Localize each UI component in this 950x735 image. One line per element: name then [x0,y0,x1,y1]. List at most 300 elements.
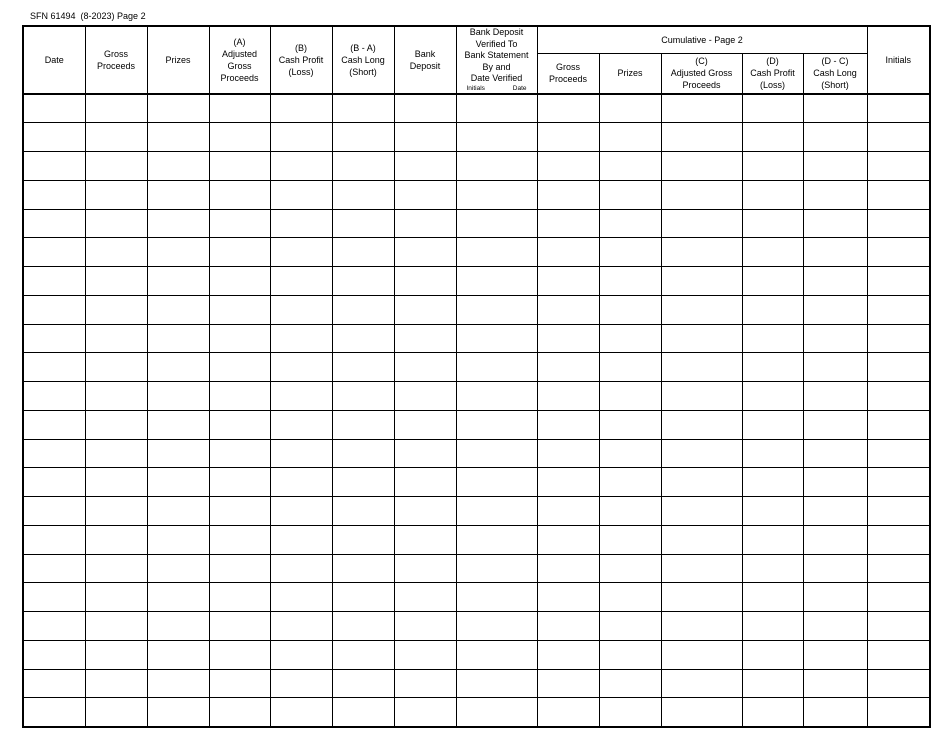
bank-verified-cell[interactable] [456,209,537,238]
cum-adjusted-gross-cell[interactable] [661,525,742,554]
cum-cash-profit-cell[interactable] [742,525,803,554]
cum-cash-long-short-cell[interactable] [803,267,867,296]
gross-proceeds-cell[interactable] [85,152,147,181]
gross-proceeds-cell[interactable] [85,698,147,727]
date-cell[interactable] [23,497,85,526]
bank-deposit-cell[interactable] [394,295,456,324]
cash-long-short-cell[interactable] [332,180,394,209]
cum-cash-long-short-cell[interactable] [803,698,867,727]
date-cell[interactable] [23,554,85,583]
bank-verified-cell[interactable] [456,698,537,727]
adjusted-gross-cell[interactable] [209,497,270,526]
initials-cell[interactable] [867,525,930,554]
cum-gross-proceeds-cell[interactable] [537,209,599,238]
bank-verified-cell[interactable] [456,439,537,468]
cum-adjusted-gross-cell[interactable] [661,94,742,123]
cum-cash-profit-cell[interactable] [742,468,803,497]
bank-deposit-cell[interactable] [394,640,456,669]
adjusted-gross-cell[interactable] [209,94,270,123]
cum-adjusted-gross-cell[interactable] [661,583,742,612]
bank-deposit-cell[interactable] [394,525,456,554]
cum-cash-long-short-cell[interactable] [803,640,867,669]
bank-verified-cell[interactable] [456,353,537,382]
bank-verified-cell[interactable] [456,123,537,152]
cum-cash-profit-cell[interactable] [742,180,803,209]
initials-cell[interactable] [867,554,930,583]
cum-gross-proceeds-cell[interactable] [537,180,599,209]
bank-deposit-cell[interactable] [394,267,456,296]
bank-verified-cell[interactable] [456,410,537,439]
cum-cash-profit-cell[interactable] [742,353,803,382]
bank-deposit-cell[interactable] [394,353,456,382]
adjusted-gross-cell[interactable] [209,209,270,238]
gross-proceeds-cell[interactable] [85,410,147,439]
bank-deposit-cell[interactable] [394,123,456,152]
cash-profit-cell[interactable] [270,324,332,353]
cash-profit-cell[interactable] [270,497,332,526]
cum-gross-proceeds-cell[interactable] [537,94,599,123]
cum-cash-profit-cell[interactable] [742,152,803,181]
prizes-cell[interactable] [147,583,209,612]
adjusted-gross-cell[interactable] [209,353,270,382]
gross-proceeds-cell[interactable] [85,324,147,353]
date-cell[interactable] [23,353,85,382]
initials-cell[interactable] [867,353,930,382]
cum-cash-long-short-cell[interactable] [803,468,867,497]
prizes-cell[interactable] [147,640,209,669]
bank-deposit-cell[interactable] [394,669,456,698]
initials-cell[interactable] [867,123,930,152]
gross-proceeds-cell[interactable] [85,612,147,641]
cash-long-short-cell[interactable] [332,554,394,583]
cum-cash-long-short-cell[interactable] [803,180,867,209]
cash-long-short-cell[interactable] [332,612,394,641]
adjusted-gross-cell[interactable] [209,525,270,554]
cum-adjusted-gross-cell[interactable] [661,152,742,181]
date-cell[interactable] [23,640,85,669]
bank-verified-cell[interactable] [456,525,537,554]
date-cell[interactable] [23,669,85,698]
cum-prizes-cell[interactable] [599,152,661,181]
cum-cash-long-short-cell[interactable] [803,554,867,583]
gross-proceeds-cell[interactable] [85,640,147,669]
cum-prizes-cell[interactable] [599,497,661,526]
adjusted-gross-cell[interactable] [209,583,270,612]
cash-profit-cell[interactable] [270,267,332,296]
adjusted-gross-cell[interactable] [209,410,270,439]
prizes-cell[interactable] [147,324,209,353]
cash-long-short-cell[interactable] [332,640,394,669]
cum-adjusted-gross-cell[interactable] [661,267,742,296]
cum-cash-profit-cell[interactable] [742,497,803,526]
adjusted-gross-cell[interactable] [209,267,270,296]
cum-adjusted-gross-cell[interactable] [661,238,742,267]
prizes-cell[interactable] [147,669,209,698]
bank-deposit-cell[interactable] [394,152,456,181]
cum-cash-long-short-cell[interactable] [803,123,867,152]
cum-gross-proceeds-cell[interactable] [537,238,599,267]
initials-cell[interactable] [867,669,930,698]
adjusted-gross-cell[interactable] [209,468,270,497]
adjusted-gross-cell[interactable] [209,698,270,727]
cash-long-short-cell[interactable] [332,324,394,353]
cash-profit-cell[interactable] [270,669,332,698]
cum-prizes-cell[interactable] [599,439,661,468]
cash-profit-cell[interactable] [270,123,332,152]
cum-gross-proceeds-cell[interactable] [537,612,599,641]
bank-deposit-cell[interactable] [394,439,456,468]
cum-cash-long-short-cell[interactable] [803,525,867,554]
cum-gross-proceeds-cell[interactable] [537,410,599,439]
cash-profit-cell[interactable] [270,583,332,612]
bank-verified-cell[interactable] [456,324,537,353]
gross-proceeds-cell[interactable] [85,669,147,698]
gross-proceeds-cell[interactable] [85,382,147,411]
cum-cash-long-short-cell[interactable] [803,94,867,123]
prizes-cell[interactable] [147,554,209,583]
gross-proceeds-cell[interactable] [85,353,147,382]
cash-long-short-cell[interactable] [332,583,394,612]
cash-long-short-cell[interactable] [332,238,394,267]
cum-cash-long-short-cell[interactable] [803,583,867,612]
bank-deposit-cell[interactable] [394,497,456,526]
cash-profit-cell[interactable] [270,94,332,123]
prizes-cell[interactable] [147,525,209,554]
cash-profit-cell[interactable] [270,554,332,583]
cum-cash-long-short-cell[interactable] [803,669,867,698]
cum-prizes-cell[interactable] [599,123,661,152]
cum-adjusted-gross-cell[interactable] [661,324,742,353]
cum-cash-long-short-cell[interactable] [803,439,867,468]
cum-cash-profit-cell[interactable] [742,238,803,267]
bank-verified-cell[interactable] [456,640,537,669]
initials-cell[interactable] [867,152,930,181]
prizes-cell[interactable] [147,180,209,209]
cum-cash-profit-cell[interactable] [742,267,803,296]
cash-profit-cell[interactable] [270,410,332,439]
cum-gross-proceeds-cell[interactable] [537,669,599,698]
cash-profit-cell[interactable] [270,640,332,669]
cash-profit-cell[interactable] [270,180,332,209]
adjusted-gross-cell[interactable] [209,612,270,641]
prizes-cell[interactable] [147,353,209,382]
prizes-cell[interactable] [147,468,209,497]
cum-adjusted-gross-cell[interactable] [661,353,742,382]
prizes-cell[interactable] [147,238,209,267]
gross-proceeds-cell[interactable] [85,468,147,497]
cash-long-short-cell[interactable] [332,152,394,181]
cash-profit-cell[interactable] [270,382,332,411]
cum-adjusted-gross-cell[interactable] [661,295,742,324]
gross-proceeds-cell[interactable] [85,180,147,209]
date-cell[interactable] [23,612,85,641]
date-cell[interactable] [23,123,85,152]
cum-cash-profit-cell[interactable] [742,698,803,727]
initials-cell[interactable] [867,324,930,353]
prizes-cell[interactable] [147,267,209,296]
cum-prizes-cell[interactable] [599,382,661,411]
date-cell[interactable] [23,238,85,267]
bank-deposit-cell[interactable] [394,238,456,267]
cash-long-short-cell[interactable] [332,94,394,123]
prizes-cell[interactable] [147,382,209,411]
date-cell[interactable] [23,698,85,727]
cum-gross-proceeds-cell[interactable] [537,382,599,411]
prizes-cell[interactable] [147,612,209,641]
cum-adjusted-gross-cell[interactable] [661,698,742,727]
gross-proceeds-cell[interactable] [85,209,147,238]
cum-prizes-cell[interactable] [599,410,661,439]
initials-cell[interactable] [867,410,930,439]
adjusted-gross-cell[interactable] [209,152,270,181]
date-cell[interactable] [23,525,85,554]
cum-gross-proceeds-cell[interactable] [537,123,599,152]
cum-cash-profit-cell[interactable] [742,439,803,468]
initials-cell[interactable] [867,180,930,209]
cum-prizes-cell[interactable] [599,180,661,209]
cum-prizes-cell[interactable] [599,612,661,641]
gross-proceeds-cell[interactable] [85,583,147,612]
cum-gross-proceeds-cell[interactable] [537,267,599,296]
cum-cash-profit-cell[interactable] [742,669,803,698]
cum-gross-proceeds-cell[interactable] [537,640,599,669]
cum-cash-long-short-cell[interactable] [803,497,867,526]
cum-adjusted-gross-cell[interactable] [661,123,742,152]
initials-cell[interactable] [867,612,930,641]
bank-deposit-cell[interactable] [394,180,456,209]
cash-profit-cell[interactable] [270,238,332,267]
cum-prizes-cell[interactable] [599,267,661,296]
cum-cash-long-short-cell[interactable] [803,612,867,641]
cum-prizes-cell[interactable] [599,238,661,267]
cum-adjusted-gross-cell[interactable] [661,669,742,698]
date-cell[interactable] [23,94,85,123]
cash-long-short-cell[interactable] [332,497,394,526]
date-cell[interactable] [23,410,85,439]
bank-verified-cell[interactable] [456,612,537,641]
cum-cash-profit-cell[interactable] [742,640,803,669]
cash-long-short-cell[interactable] [332,353,394,382]
cum-cash-profit-cell[interactable] [742,554,803,583]
bank-verified-cell[interactable] [456,468,537,497]
bank-deposit-cell[interactable] [394,324,456,353]
adjusted-gross-cell[interactable] [209,180,270,209]
bank-deposit-cell[interactable] [394,94,456,123]
adjusted-gross-cell[interactable] [209,295,270,324]
cum-prizes-cell[interactable] [599,554,661,583]
prizes-cell[interactable] [147,698,209,727]
bank-verified-cell[interactable] [456,295,537,324]
bank-verified-cell[interactable] [456,669,537,698]
cum-gross-proceeds-cell[interactable] [537,497,599,526]
cum-adjusted-gross-cell[interactable] [661,439,742,468]
initials-cell[interactable] [867,209,930,238]
cum-adjusted-gross-cell[interactable] [661,180,742,209]
gross-proceeds-cell[interactable] [85,123,147,152]
bank-deposit-cell[interactable] [394,468,456,497]
cum-gross-proceeds-cell[interactable] [537,353,599,382]
cum-gross-proceeds-cell[interactable] [537,525,599,554]
bank-deposit-cell[interactable] [394,583,456,612]
cum-cash-long-short-cell[interactable] [803,324,867,353]
cum-adjusted-gross-cell[interactable] [661,640,742,669]
cum-gross-proceeds-cell[interactable] [537,698,599,727]
date-cell[interactable] [23,382,85,411]
cum-cash-long-short-cell[interactable] [803,353,867,382]
bank-deposit-cell[interactable] [394,382,456,411]
bank-verified-cell[interactable] [456,180,537,209]
cum-adjusted-gross-cell[interactable] [661,554,742,583]
cum-cash-profit-cell[interactable] [742,94,803,123]
date-cell[interactable] [23,583,85,612]
cum-gross-proceeds-cell[interactable] [537,439,599,468]
cum-cash-profit-cell[interactable] [742,324,803,353]
bank-deposit-cell[interactable] [394,612,456,641]
cum-gross-proceeds-cell[interactable] [537,295,599,324]
cash-profit-cell[interactable] [270,152,332,181]
gross-proceeds-cell[interactable] [85,295,147,324]
initials-cell[interactable] [867,468,930,497]
bank-deposit-cell[interactable] [394,209,456,238]
date-cell[interactable] [23,324,85,353]
cash-long-short-cell[interactable] [332,439,394,468]
date-cell[interactable] [23,152,85,181]
cash-long-short-cell[interactable] [332,209,394,238]
gross-proceeds-cell[interactable] [85,238,147,267]
cum-cash-long-short-cell[interactable] [803,410,867,439]
cum-gross-proceeds-cell[interactable] [537,324,599,353]
cum-prizes-cell[interactable] [599,209,661,238]
cum-prizes-cell[interactable] [599,468,661,497]
cash-profit-cell[interactable] [270,698,332,727]
initials-cell[interactable] [867,295,930,324]
cum-prizes-cell[interactable] [599,353,661,382]
cash-long-short-cell[interactable] [332,295,394,324]
adjusted-gross-cell[interactable] [209,439,270,468]
gross-proceeds-cell[interactable] [85,267,147,296]
cum-prizes-cell[interactable] [599,669,661,698]
cash-long-short-cell[interactable] [332,468,394,497]
date-cell[interactable] [23,468,85,497]
cash-profit-cell[interactable] [270,525,332,554]
bank-verified-cell[interactable] [456,497,537,526]
bank-verified-cell[interactable] [456,152,537,181]
bank-verified-cell[interactable] [456,94,537,123]
gross-proceeds-cell[interactable] [85,554,147,583]
gross-proceeds-cell[interactable] [85,439,147,468]
initials-cell[interactable] [867,238,930,267]
cash-long-short-cell[interactable] [332,382,394,411]
cash-long-short-cell[interactable] [332,698,394,727]
adjusted-gross-cell[interactable] [209,324,270,353]
cum-cash-profit-cell[interactable] [742,295,803,324]
cash-long-short-cell[interactable] [332,669,394,698]
cash-profit-cell[interactable] [270,295,332,324]
adjusted-gross-cell[interactable] [209,382,270,411]
cum-prizes-cell[interactable] [599,640,661,669]
date-cell[interactable] [23,209,85,238]
prizes-cell[interactable] [147,410,209,439]
cum-cash-long-short-cell[interactable] [803,295,867,324]
initials-cell[interactable] [867,439,930,468]
cum-cash-long-short-cell[interactable] [803,209,867,238]
cum-gross-proceeds-cell[interactable] [537,583,599,612]
cum-cash-long-short-cell[interactable] [803,382,867,411]
bank-verified-cell[interactable] [456,238,537,267]
cum-prizes-cell[interactable] [599,324,661,353]
cum-cash-profit-cell[interactable] [742,123,803,152]
cum-adjusted-gross-cell[interactable] [661,410,742,439]
gross-proceeds-cell[interactable] [85,525,147,554]
cash-profit-cell[interactable] [270,612,332,641]
cash-profit-cell[interactable] [270,468,332,497]
cum-prizes-cell[interactable] [599,94,661,123]
prizes-cell[interactable] [147,497,209,526]
prizes-cell[interactable] [147,439,209,468]
initials-cell[interactable] [867,640,930,669]
cash-long-short-cell[interactable] [332,525,394,554]
date-cell[interactable] [23,267,85,296]
cum-cash-profit-cell[interactable] [742,583,803,612]
initials-cell[interactable] [867,382,930,411]
adjusted-gross-cell[interactable] [209,554,270,583]
bank-verified-cell[interactable] [456,267,537,296]
bank-deposit-cell[interactable] [394,410,456,439]
cum-prizes-cell[interactable] [599,295,661,324]
cash-long-short-cell[interactable] [332,267,394,296]
cum-cash-profit-cell[interactable] [742,209,803,238]
cum-gross-proceeds-cell[interactable] [537,554,599,583]
initials-cell[interactable] [867,583,930,612]
cum-cash-long-short-cell[interactable] [803,238,867,267]
date-cell[interactable] [23,295,85,324]
cum-adjusted-gross-cell[interactable] [661,612,742,641]
cum-prizes-cell[interactable] [599,698,661,727]
initials-cell[interactable] [867,497,930,526]
cum-adjusted-gross-cell[interactable] [661,468,742,497]
cum-prizes-cell[interactable] [599,583,661,612]
initials-cell[interactable] [867,94,930,123]
prizes-cell[interactable] [147,94,209,123]
bank-verified-cell[interactable] [456,583,537,612]
bank-verified-cell[interactable] [456,382,537,411]
initials-cell[interactable] [867,267,930,296]
bank-deposit-cell[interactable] [394,554,456,583]
cash-profit-cell[interactable] [270,439,332,468]
date-cell[interactable] [23,439,85,468]
cum-cash-profit-cell[interactable] [742,382,803,411]
cum-adjusted-gross-cell[interactable] [661,497,742,526]
cash-long-short-cell[interactable] [332,123,394,152]
adjusted-gross-cell[interactable] [209,238,270,267]
cash-profit-cell[interactable] [270,209,332,238]
cum-adjusted-gross-cell[interactable] [661,382,742,411]
prizes-cell[interactable] [147,295,209,324]
cum-adjusted-gross-cell[interactable] [661,209,742,238]
cash-profit-cell[interactable] [270,353,332,382]
prizes-cell[interactable] [147,123,209,152]
gross-proceeds-cell[interactable] [85,497,147,526]
cum-cash-profit-cell[interactable] [742,612,803,641]
prizes-cell[interactable] [147,209,209,238]
cum-gross-proceeds-cell[interactable] [537,152,599,181]
cum-prizes-cell[interactable] [599,525,661,554]
prizes-cell[interactable] [147,152,209,181]
cum-gross-proceeds-cell[interactable] [537,468,599,497]
cash-long-short-cell[interactable] [332,410,394,439]
adjusted-gross-cell[interactable] [209,640,270,669]
adjusted-gross-cell[interactable] [209,669,270,698]
